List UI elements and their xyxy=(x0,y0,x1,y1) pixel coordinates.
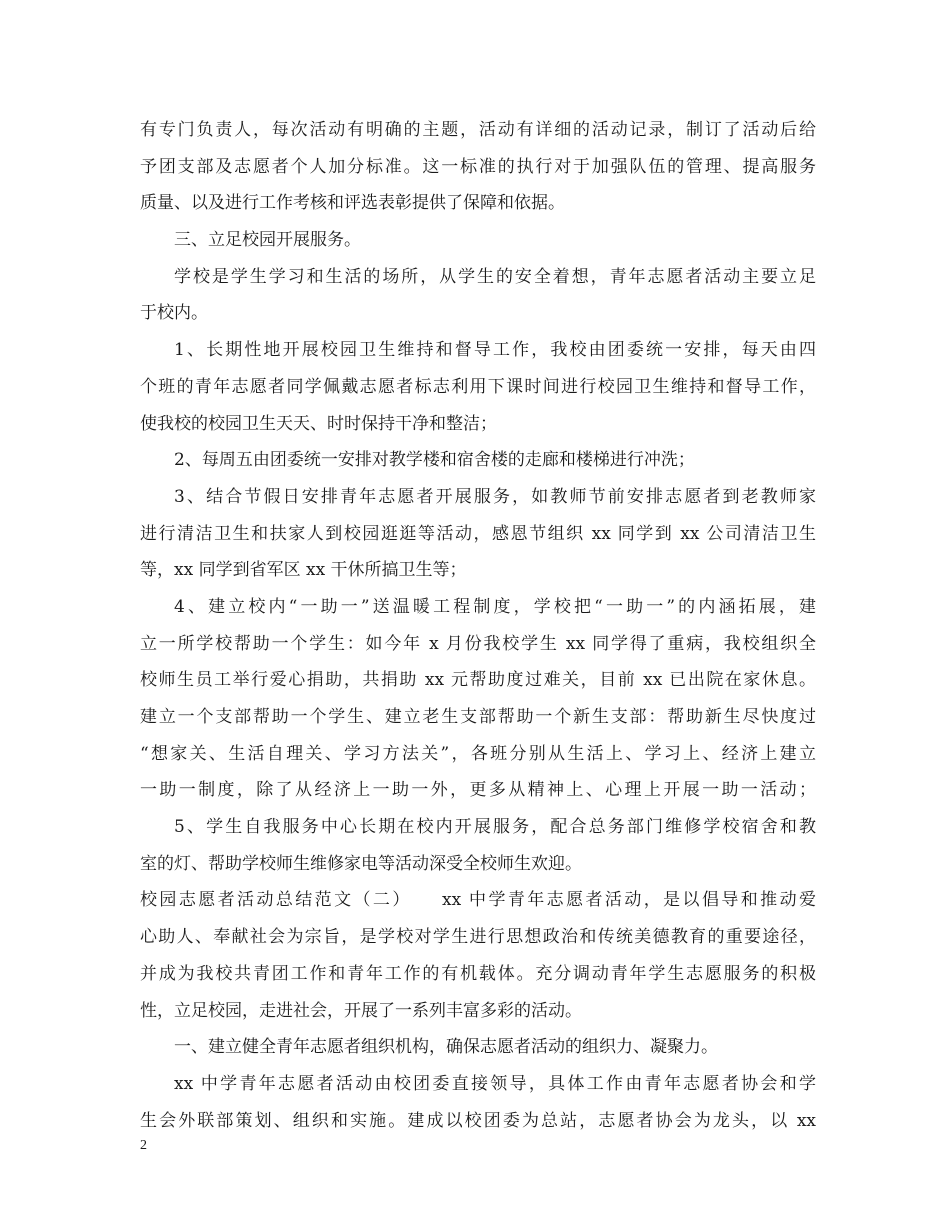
text-line: 4、建立校内“一助一”送温暖工程制度，学校把“一助一”的内涵拓展，建 xyxy=(174,596,816,617)
text-line: xx 中学青年志愿者活动由校团委直接领导，具体工作由青年志愿者协会和学 xyxy=(174,1073,816,1094)
section-heading: 三、立足校园开展服务。 xyxy=(174,230,361,251)
page-number: 2 xyxy=(140,1138,147,1153)
text-line: 等，xx 同学到省军区 xx 干休所搞卫生等； xyxy=(140,560,467,581)
text-line: 立一所学校帮助一个学生：如今年 x 月份我校学生 xx 同学得了重病，我校组织全 xyxy=(140,633,816,654)
text-line: 校师生员工举行爱心捐助，共捐助 xx 元帮助度过难关，目前 xx 已出院在家休息。 xyxy=(140,670,816,691)
text-line: 建立一个支部帮助一个学生、建立老生支部帮助一个新生支部：帮助新生尽快度过 xyxy=(140,707,816,727)
text-line: 质量、以及进行工作考核和评选表彰提供了保障和依据。 xyxy=(140,193,565,214)
section-heading: 一、建立健全青年志愿者组织机构，确保志愿者活动的组织力、凝聚力。 xyxy=(174,1037,718,1058)
text-line: 学校是学生学习和生活的场所，从学生的安全着想，青年志愿者活动主要立足 xyxy=(174,266,816,287)
text-line: 性，立足校园，走进社会，开展了一系列丰富多彩的活动。 xyxy=(140,1000,582,1021)
text-line: 心助人、奉献社会为宗旨，是学校对学生进行思想政治和传统美德教育的重要途径， xyxy=(140,927,816,948)
text-line: 校园志愿者活动总结范文（二） xx 中学青年志愿者活动，是以倡导和推动爱 xyxy=(140,890,816,911)
text-line: 使我校的校园卫生天天、时时保持干净和整洁； xyxy=(140,413,497,434)
text-line: 生会外联部策划、组织和实施。建成以校团委为总站，志愿者协会为龙头，以 xx xyxy=(140,1110,816,1131)
text-line: 室的灯、帮助学校师生维修家电等活动深受全校师生欢迎。 xyxy=(140,853,582,874)
text-line: 予团支部及志愿者个人加分标准。这一标准的执行对于加强队伍的管理、提高服务 xyxy=(140,156,816,177)
text-line: 3、结合节假日安排青年志愿者开展服务，如教师节前安排志愿者到老教师家 xyxy=(174,486,816,507)
body-text xyxy=(140,112,816,1139)
text-line: “想家关、生活自理关、学习方法关”，各班分别从生活上、学习上、经济上建立 xyxy=(140,743,816,764)
text-line: 于校内。 xyxy=(140,303,208,324)
text-line: 1、长期性地开展校园卫生维持和督导工作，我校由团委统一安排，每天由四 xyxy=(174,340,816,361)
text-line: 并成为我校共青团工作和青年工作的有机载体。充分调动青年学生志愿服务的积极 xyxy=(140,963,816,984)
text-line: 进行清洁卫生和扶家人到校园逛逛等活动，感恩节组织 xx 同学到 xx 公司清洁卫生 xyxy=(140,523,816,544)
text-line: 一助一制度，除了从经济上一助一外，更多从精神上、心理上开展一助一活动； xyxy=(140,780,816,801)
text-line: 2、每周五由团委统一安排对教学楼和宿舍楼的走廊和楼梯进行冲洗； xyxy=(174,450,695,471)
text-line: 个班的青年志愿者同学佩戴志愿者标志利用下课时间进行校园卫生维持和督导工作， xyxy=(140,376,816,397)
text-line: 有专门负责人，每次活动有明确的主题，活动有详细的活动记录，制订了活动后给 xyxy=(140,120,816,140)
text-line: 5、学生自我服务中心长期在校内开展服务，配合总务部门维修学校宿舍和教 xyxy=(174,817,816,838)
